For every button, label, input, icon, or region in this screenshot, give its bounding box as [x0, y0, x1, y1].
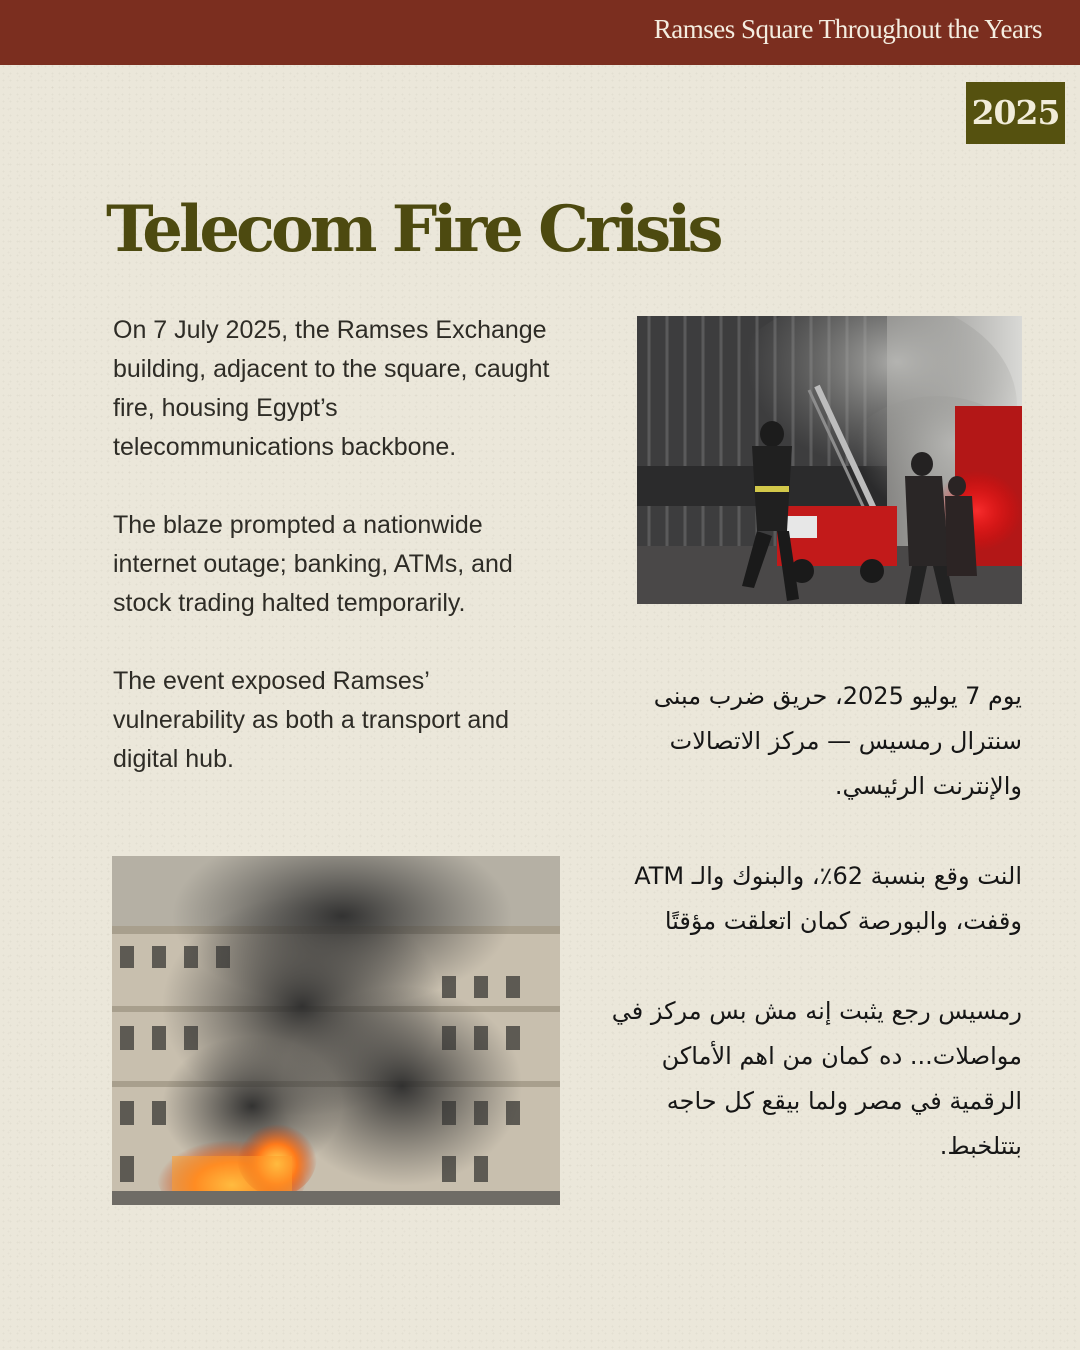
burning-building-photo [112, 856, 560, 1205]
arabic-paragraph: رمسيس رجع يثبت إنه مش بس مركز في مواصلات... ده كمان من اهم الأماكن الرقمية في مصر ولما بيقع كل حاجه بتتلخبط. [611, 997, 1022, 1160]
english-paragraph: The blaze prompted a nationwide internet outage; banking, ATMs, and stock trading halted temporarily. [113, 511, 513, 617]
english-body [113, 311, 565, 818]
page-title: Telecom Fire Crisis [106, 192, 720, 267]
english-paragraph: On 7 July 2025, the Ramses Exchange building, adjacent to the square, caught fire, housing Egypt’s telecommunications backbone. [113, 316, 550, 461]
series-title: Ramses Square Throughout the Years [653, 14, 1042, 44]
arabic-paragraph: يوم 7 يوليو 2025، حريق ضرب مبنى سنترال رمسيس — مركز الاتصالات والإنترنت الرئيسي. [653, 682, 1022, 800]
arabic-body [606, 674, 1022, 1214]
arabic-paragraph: النت وقع بنسبة 62٪، والبنوك والـ ATM وقفت، والبورصة كمان اتعلقت مؤقتًا [634, 862, 1022, 935]
firefighters-photo [637, 316, 1022, 604]
english-paragraph: The event exposed Ramses’ vulnerability as both a transport and digital hub. [113, 667, 510, 773]
header-bar [0, 0, 1080, 65]
year-badge: 2025 [966, 82, 1065, 144]
